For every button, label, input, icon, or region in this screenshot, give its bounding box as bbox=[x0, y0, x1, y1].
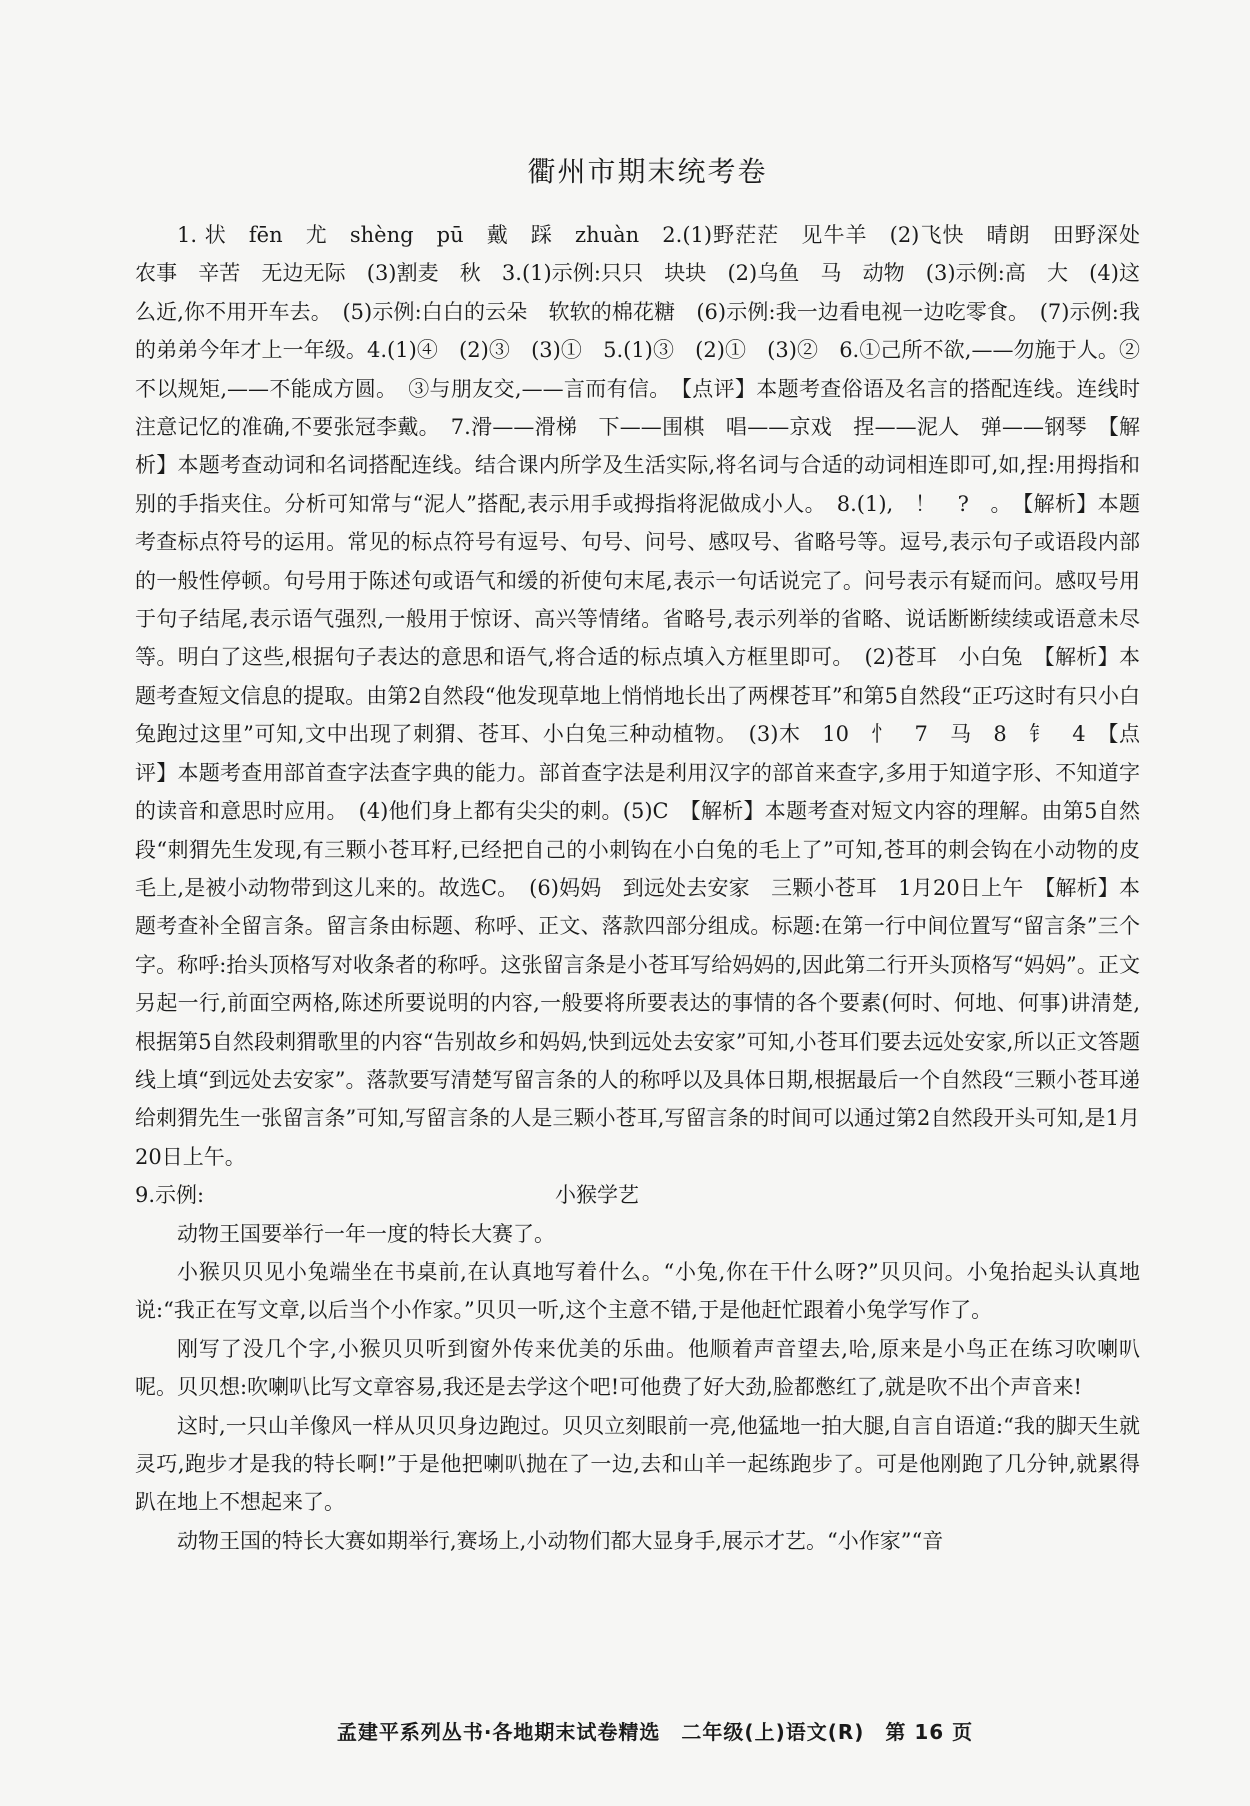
essay-paragraph: 这时,一只山羊像风一样从贝贝身边跑过。贝贝立刻眼前一亮,他猛地一拍大腿,自言自语道:“我的脚天生就灵巧,跑步才是我的特长啊!”于是他把喇叭抛在了一边,去和山羊一起练跑步了。可是他刚跑了几分钟,就累得趴在地上不想起来了。 bbox=[135, 1413, 1140, 1515]
page-footer: 孟建平系列丛书·各地期末试卷精选 二年级(上)语文(R) 第 16 页 bbox=[336, 1720, 974, 1744]
essay-paragraph: 小猴贝贝见小兔端坐在书桌前,在认真地写着什么。“小兔,你在干什么呀?”贝贝问。小兔抬起头认真地说:“我正在写文章,以后当个小作家。”贝贝一听,这个主意不错,于是他赶忙跟着小兔学写作了。 bbox=[135, 1259, 1140, 1323]
essay-title: 小猴学艺 bbox=[555, 1183, 639, 1208]
essay-paragraph: 动物王国的特长大赛如期举行,赛场上,小动物们都大显身手,展示才艺。“小作家”“音 bbox=[177, 1528, 944, 1553]
answer-body bbox=[135, 216, 1161, 1560]
page-title: 衢州市期末统考卷 bbox=[527, 155, 768, 188]
essay-lead: 9.示例: bbox=[135, 1183, 205, 1208]
essay-paragraph: 动物王国要举行一年一度的特长大赛了。 bbox=[177, 1221, 555, 1246]
essay-paragraph: 刚写了没几个字,小猴贝贝听到窗外传来优美的乐曲。他顺着声音望去,哈,原来是小鸟正在练习吹喇叭呢。贝贝想:吹喇叭比写文章容易,我还是去学这个吧!可他费了好大劲,脸都憋红了,就是吹不出个声音来! bbox=[135, 1336, 1140, 1400]
answers-text: 1. 状 fēn 尤 shèng pū 戴 踩 zhuàn 2.(1)野茫茫 见牛羊 (2)飞快 晴朗 田野深处 农事 辛苦 无边无际 (3)割麦 秋 3.(1)示例:只只 块块 (2)乌鱼 马 动物 (3)示例:高 大 (4)这么近,你不用开车去。 (5)示例:白白的云朵 软软的棉花糖 (6)示例:我一边看电视一边吃零食。 (7)示例:我的弟弟今年才上一年级。4.(1)④ (2)③ (3)① 5.(1)③ (2)① (3)② 6.①己所不欲,——勿施于人。②不以规矩,——不能成方圆。 ③与朋友交,——言而有信。 【点评】本题考查俗语及名言的搭配连线。连线时注意记忆的准确,不要张冠李戴。 7.滑——滑梯 下——围棋 唱——京戏 捏——泥人 弹——钢琴 【解析】本题考查动词和名词搭配连线。结合课内所学及生活实际,将名词与合适的动词相连即可,如,捏:用拇指和别的手指夹住。分析可知常与“泥人”搭配,表示用手或拇指将泥做成小人。 8.(1), ！ ? 。 【解析】本题考查标点符号的运用。常见的标点符号有逗号、句号、问号、感叹号、省略号等。逗号,表示句子或语段内部的一般性停顿。句号用于陈述句或语气和缓的祈使句末尾,表示一句话说完了。问号表示有疑而问。感叹号用于句子结尾,表示语气强烈,一般用于惊讶、高兴等情绪。省略号,表示列举的省略、说话断断续续或语意未尽等。明白了这些,根据句子表达的意思和语气,将合适的标点填入方框里即可。 (2)苍耳 小白兔 【解析】本题考查短文信息的提取。由第2自然段“他发现草地上悄悄地长出了两棵苍耳”和第5自然段“正巧这时有只小白兔跑过这里”可知,文中出现了刺猬、苍耳、小白兔三种动植物。 (3)木 10 忄 7 马 8 钅 4 【点评】本题考查用部首查字法查字典的能力。部首查字法是利用汉字的部首来查字,多用于知道字形、不知道字的读音和意思时应用。 (4)他们身上都有尖尖的刺。(5)C 【解析】本题考查对短文内容的理解。由第5自然段“刺猬先生发现,有三颗小苍耳籽,已经把自己的小刺钩在小白兔的毛上了”可知,苍耳的刺会钩在小动物的皮毛上,是被小动物带到这儿来的。故选C。 (6)妈妈 到远处去安家 三颗小苍耳 1月20日上午 【解析】本题考查补全留言条。留言条由标题、称呼、正文、落款四部分组成。标题:在第一行中间位置写“留言条”三个字。称呼:抬头顶格写对收条者的称呼。这张留言条是小苍耳写给妈妈的,因此第二行开头顶格写“妈妈”。正文另起一行,前面空两格,陈述所要说明的内容,一般要将所要表达的事情的各个要素(何时、何地、何事)讲清楚,根据第5自然段刺猬歌里的内容“告别故乡和妈妈,快到远处去安家”可知,小苍耳们要去远处安家,所以正文答题线上填“到远处去安家”。落款要写清楚写留言条的人的称呼以及具体日期,根据最后一个自然段“三颗小苍耳递给刺猬先生一张留言条”可知,写留言条的人是三颗小苍耳,写留言条的时间可以通过第2自然段开头可知,是1月20日上午。 bbox=[135, 223, 1161, 1169]
essay-header bbox=[135, 1176, 1140, 1214]
